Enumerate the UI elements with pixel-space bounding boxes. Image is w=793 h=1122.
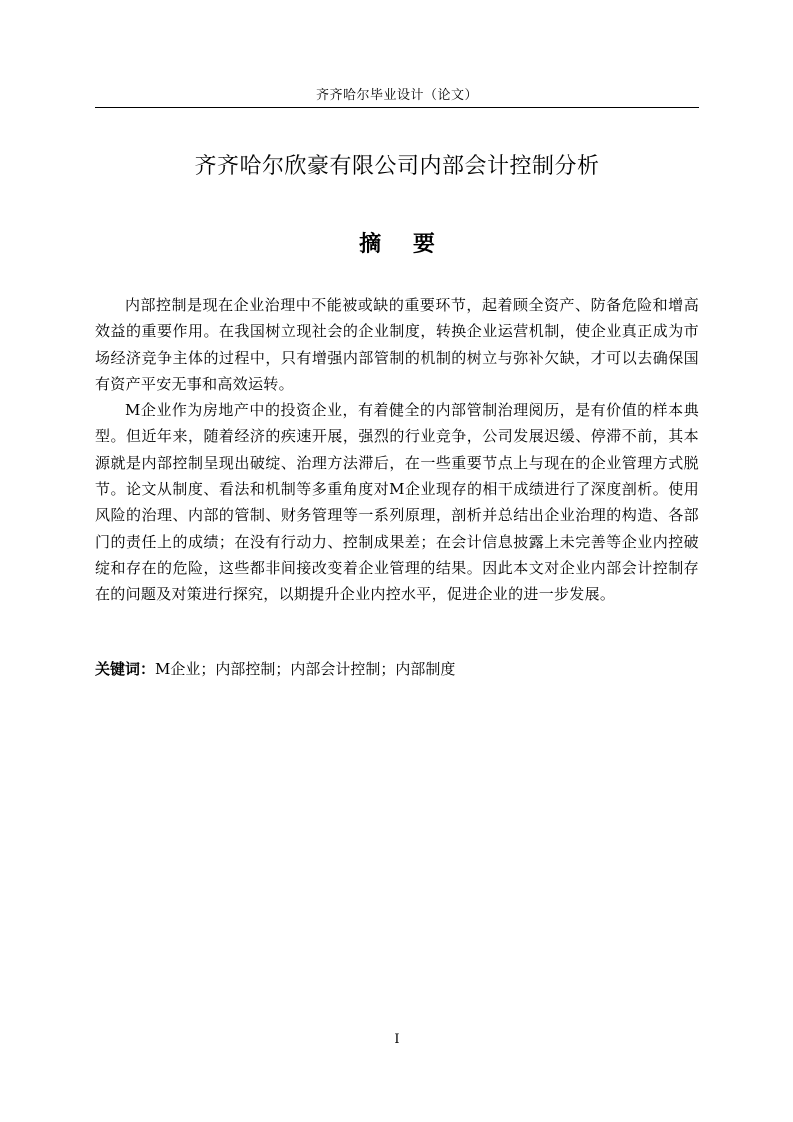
document-title: 齐齐哈尔欣豪有限公司内部会计控制分析 xyxy=(194,154,600,179)
abstract-body xyxy=(95,292,699,608)
keywords-line xyxy=(95,657,699,681)
abstract-paragraph-2: M企业作为房地产中的投资企业，有着健全的内部管制治理阅历，是有价值的样本典型。但近年来，随着经济的疾速开展，强烈的行业竞争，公司发展迟缓、停滞不前，其本源就是内部控制呈现出破绽、治理方法滞后，在一些重要节点上与现在的企业管理方式脱节。论文从制度、看法和机制等多重角度对M企业现存的相干成绩进行了深度剖析。使用风险的治理、内部的管制、财务管理等一系列原理，剖析并总结出企业治理的构造、各部门的责任上的成绩；在没有行动力、控制成果差；在会计信息披露上未完善等企业内控破绽和存在的危险，这些都非间接改变着企业管理的结果。因此本文对企业内部会计控制存在的问题及对策进行探究，以期提升企业内控水平，促进企业的进一步发展。 xyxy=(95,401,699,604)
running-header: 齐齐哈尔毕业设计（论文） xyxy=(315,88,478,103)
abstract-paragraph-1: 内部控制是现在企业治理中不能被或缺的重要环节，起着顾全资产、防备危险和增高效益的重要作用。在我国树立现社会的企业制度，转换企业运营机制，使企业真正成为市场经济竞争主体的过程中，只有增强内部管制的机制的树立与弥补欠缺，才可以去确保国有资产平安无事和高效运转。 xyxy=(95,296,699,393)
keywords-text: M企业；内部控制；内部会计控制；内部制度 xyxy=(155,660,456,678)
page-number: I xyxy=(394,1032,400,1047)
keywords-label: 关键词： xyxy=(95,660,156,678)
abstract-heading: 摘 要 xyxy=(359,232,447,257)
header-divider xyxy=(95,107,699,108)
